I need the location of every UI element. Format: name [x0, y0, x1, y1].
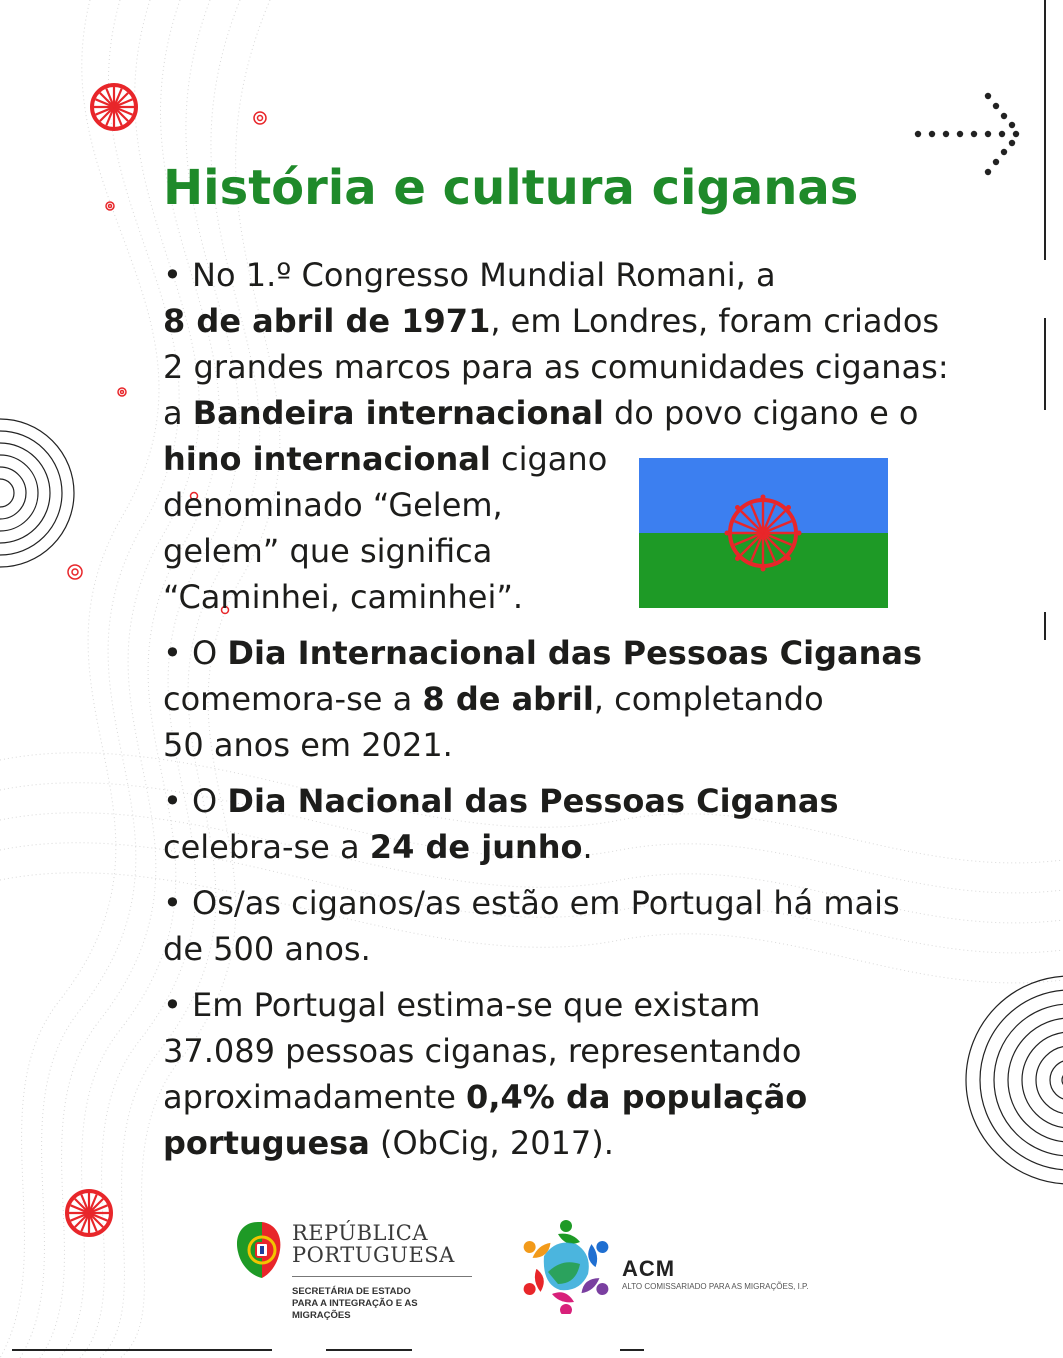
- acm-logo: [518, 1218, 838, 1314]
- paragraph-populacao: • Em Portugal estima-se que existam 37.089 pessoas ciganas, representando aproximadamente 0,4% da população portuguesa (ObCig, 2017).: [163, 986, 808, 1162]
- acm-name: ACM: [622, 1256, 676, 1281]
- acm-subtitle: ALTO COMISSARIADO PARA AS MIGRAÇÕES, I.P.: [622, 1282, 809, 1291]
- content-body: [163, 252, 983, 1176]
- acm-people-circle-icon: [518, 1218, 614, 1314]
- page-title: História e cultura ciganas: [163, 160, 859, 216]
- dotted-arrow-icon: [915, 93, 1019, 175]
- republica-portuguesa-logo: [232, 1218, 477, 1321]
- divider: [292, 1276, 472, 1277]
- paragraph-500-anos: • Os/as ciganos/as estão em Portugal há mais de 500 anos.: [163, 884, 900, 968]
- chakra-wheel-icon: [89, 82, 139, 132]
- paragraph-dia-nacional: • O Dia Nacional das Pessoas Ciganas celebra-se a 24 de junho.: [163, 782, 839, 866]
- concentric-circles-left: [0, 419, 74, 567]
- republica-subtitle: SECRETÁRIA DE ESTADO PARA A INTEGRAÇÃO E AS MIGRAÇÕES: [292, 1286, 418, 1321]
- paragraph-congresso: • No 1.º Congresso Mundial Romani, a 8 de abril de 1971, em Londres, foram criados 2 grandes marcos para as comunidades ciganas: a Bandeira internacional do povo cigano e o hino internacional cigano denominado “Gelem, gelem” que significa “Caminhei, caminhei”.: [163, 256, 949, 616]
- flag-chakra-icon: [725, 495, 802, 572]
- paragraph-dia-internacional: • O Dia Internacional das Pessoas Ciganas comemora-se a 8 de abril, completando 50 anos em 2021.: [163, 634, 922, 764]
- romani-flag-image: [639, 458, 888, 608]
- republica-title: REPÚBLICA PORTUGUESA: [292, 1221, 455, 1267]
- chakra-wheel-icon: [64, 1188, 114, 1238]
- portugal-emblem-icon: [232, 1218, 284, 1280]
